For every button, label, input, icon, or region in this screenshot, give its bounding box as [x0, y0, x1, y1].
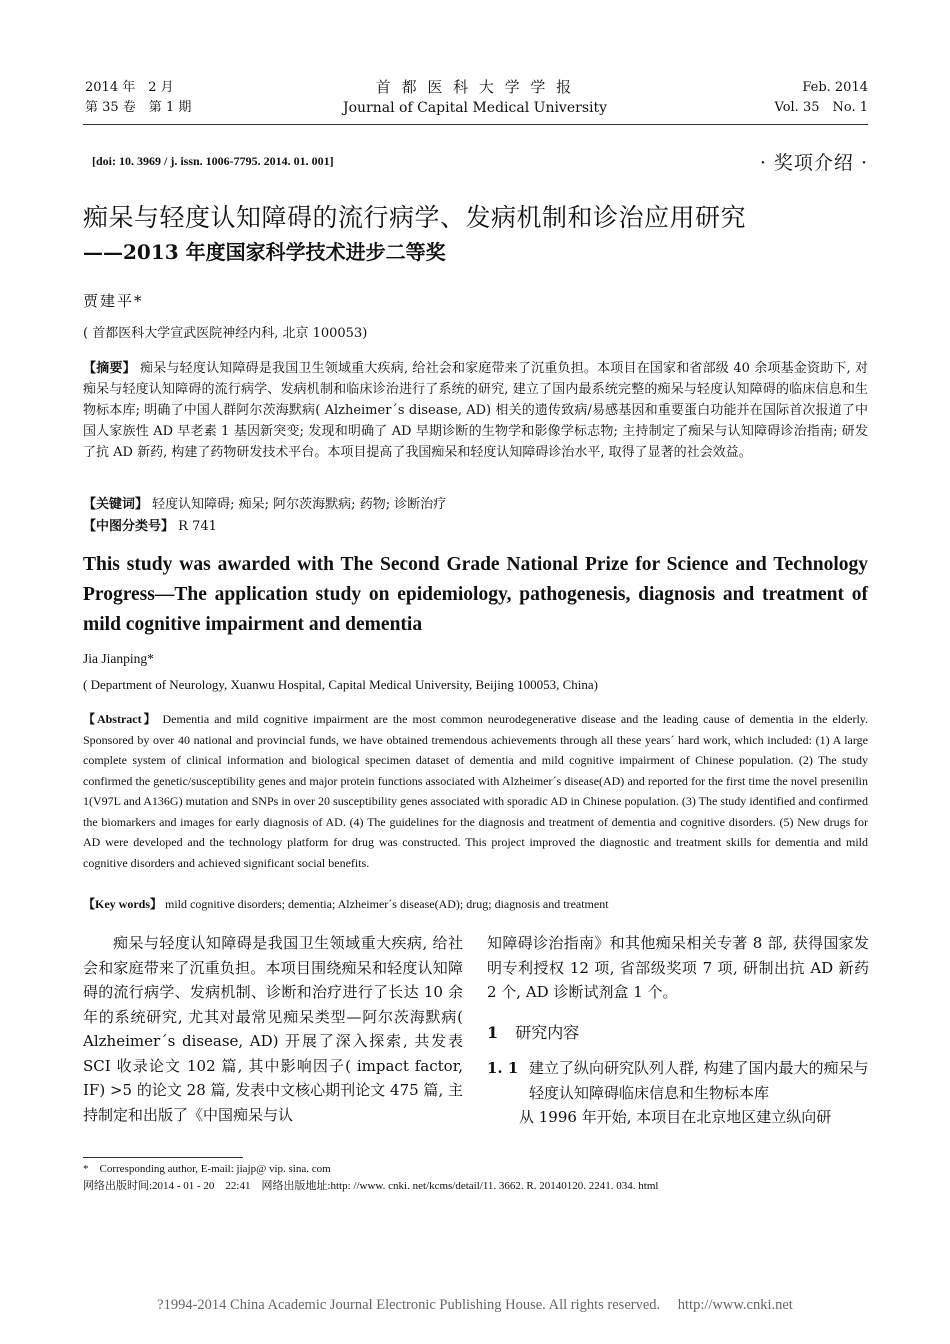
title-en: This study was awarded with The Second Grade National Prize for Science and Technology Progress—The application study on epidemiology, pathogenesis, diagnosis and treatment of mild cognitive impairment and dementia — [83, 554, 868, 635]
abstract-en — [83, 709, 868, 873]
section-heading-1 — [487, 1020, 579, 1043]
footnote-online[interactable]: 网络出版时间:2014 - 01 - 20 22:41 网络出版地址:http: //www. cnki. net/kcms/detail/11. 3662. R. 20140120. 2241. 034. html — [83, 1180, 659, 1192]
copyright-text: ?1994-2014 China Academic Journal Electronic Publishing House. All rights reserved. — [157, 1297, 661, 1313]
body-paragraph: 痴呆与轻度认知障碍是我国卫生领域重大疾病, 给社会和家庭带来了沉重负担。本项目围绕痴呆和轻度认知障碍的流行病学、发病机制、诊断和治疗进行了长达 10 余年的系统研究, 尤其对最常见痴呆类型—阿尔茨海默病( Alzheimer´s disease, AD) 开展了深入探索, 共发表 SCI 收录论文 102 篇, 其中影响因子( impact factor, IF) >5 的论文 28 篇, 发表中文核心期刊论文 475 篇, 主持制定和出版了《中国痴呆与认 — [83, 934, 463, 1124]
affiliation-cn: ( 首都医科大学宣武医院神经内科, 北京 100053) — [83, 326, 368, 341]
column-tag: · 奖项介绍 · — [759, 152, 868, 174]
keywords-en-label: 【Key words】 — [83, 897, 162, 911]
footnote-rule — [83, 1157, 243, 1158]
abstract-en-label: 【Abstract】 — [83, 712, 158, 726]
body-right-column — [487, 931, 869, 1005]
volume-issue-en: Vol. 35 No. 1 — [774, 100, 868, 115]
copyright-url[interactable]: http://www.cnki.net — [677, 1297, 793, 1313]
abstract-cn-text: 痴呆与轻度认知障碍是我国卫生领域重大疾病, 给社会和家庭带来了沉重负担。本项目在国家和省部级 40 余项基金资助下, 对痴呆与轻度认知障碍的流行病学、发病机制和临床诊治进行了系统的研究, 建立了国内最系统完整的痴呆与轻度认知障碍的临床信息和生物标本库; 明确了中国人群阿尔茨海默病( Alzheimer´s disease, AD) 相关的遗传致病/易感基因和重要蛋白功能并在国际首次报道了中国人家族性 AD 早老素 1 基因新突变; 发现和明确了 AD 早期诊断的生物学和影像学标志物; 主持制定了痴呆与认知障碍诊治指南; 研发了抗 AD 新药, 构建了药物研发技术平台。本项目提高了我国痴呆和轻度认知障碍诊治水平, 取得了显著的社会效益。 — [83, 361, 868, 460]
abstract-cn-label: 【摘要】 — [83, 361, 136, 376]
section-1-1-number: 1. 1 — [487, 1059, 519, 1077]
clc-number — [83, 517, 217, 537]
keywords-en-text: mild cognitive disorders; dementia; Alzheimer´s disease(AD); drug; diagnosis and treatment — [165, 897, 609, 911]
abstract-cn — [83, 358, 868, 463]
header-rule — [83, 124, 868, 125]
section-1-1-title: 建立了纵向研究队列人群, 构建了国内最大的痴呆与轻度认知障碍临床信息和生物标本库 — [529, 1059, 869, 1102]
journal-name-cn: 首 都 医 科 大 学 学 报 — [375, 78, 575, 96]
body-paragraph-continued: 知障碍诊治指南》和其他痴呆相关专著 8 部, 获得国家发明专利授权 12 项, 省部级奖项 7 项, 研制出抗 AD 新药 2 个, AD 诊断试剂盒 1 个。 — [487, 934, 869, 1001]
subtitle-cn: ——2013 年度国家科学技术进步二等奖 — [83, 240, 446, 264]
section-1-title: 研究内容 — [515, 1023, 580, 1042]
keywords-cn-label: 【关键词】 — [83, 497, 149, 512]
affiliation-en: ( Department of Neurology, Xuanwu Hospital, Capital Medical University, Beijing 100053, China) — [83, 677, 598, 692]
issue-date-en: Feb. 2014 — [802, 80, 868, 95]
section-1-1-body: 从 1996 年开始, 本项目在北京地区建立纵向研 — [519, 1108, 832, 1126]
clc-label: 【中图分类号】 — [83, 519, 175, 534]
copyright-bar — [0, 1297, 950, 1314]
title-cn: 痴呆与轻度认知障碍的流行病学、发病机制和诊治应用研究 — [83, 203, 747, 232]
abstract-en-text: Dementia and mild cognitive impairment are the most common neurodegenerative disease and the leading cause of dementia in the elderly. Sponsored by over 40 national and provincial funds, we have obtained tremendous achievements through all these years´ hard work, which included: (1) A large complete system of clinical information and biological specimen dataset of dementia and mild cognitive impairment of Chinese population. (2) The study confirmed the genetic/susceptibility genes and major protein functions associated with Alzheimer´s disease(AD) and reported for the first time the novel presenilin 1(V97L and A136G) mutation and SNPs in over 20 susceptibility genes associated with sporadic AD in Chinese population. (3) The study identified and confirmed the biomarkers and images for early diagnosis of AD. (4) The guidelines for the diagnosis and treatment of dementia and cognitive disorders. (5) New drugs for AD were developed and the technology platform for drug was constructed. This project improved the diagnostic and treatment skills for dementia and mild cognitive disorders and achieved significant social benefits. — [83, 712, 869, 870]
keywords-en — [83, 895, 609, 912]
issue-date-cn: 2014 年 2 月 — [85, 80, 174, 95]
running-header-center — [300, 76, 650, 118]
keywords-cn — [83, 495, 446, 515]
author-en: Jia Jianping* — [83, 651, 154, 666]
volume-issue-cn: 第 35 卷 第 1 期 — [85, 100, 192, 115]
clc-text: R 741 — [178, 519, 217, 534]
running-header-left — [85, 78, 191, 118]
section-1-number: 1 — [487, 1023, 499, 1042]
doi[interactable]: [doi: 10. 3969 / j. issn. 1006-7795. 2014. 01. 001] — [92, 154, 334, 168]
footnote-corresponding: * Corresponding author, E-mail: jiajp@ vip. sina. com — [83, 1163, 331, 1175]
author-cn: 贾建平* — [83, 292, 144, 310]
running-header-right — [775, 78, 869, 118]
body-left-column — [83, 931, 463, 1127]
section-heading-1-1 — [487, 1056, 869, 1105]
keywords-cn-text: 轻度认知障碍; 痴呆; 阿尔茨海默病; 药物; 诊断治疗 — [152, 497, 447, 512]
journal-name-en: Journal of Capital Medical University — [342, 100, 608, 116]
